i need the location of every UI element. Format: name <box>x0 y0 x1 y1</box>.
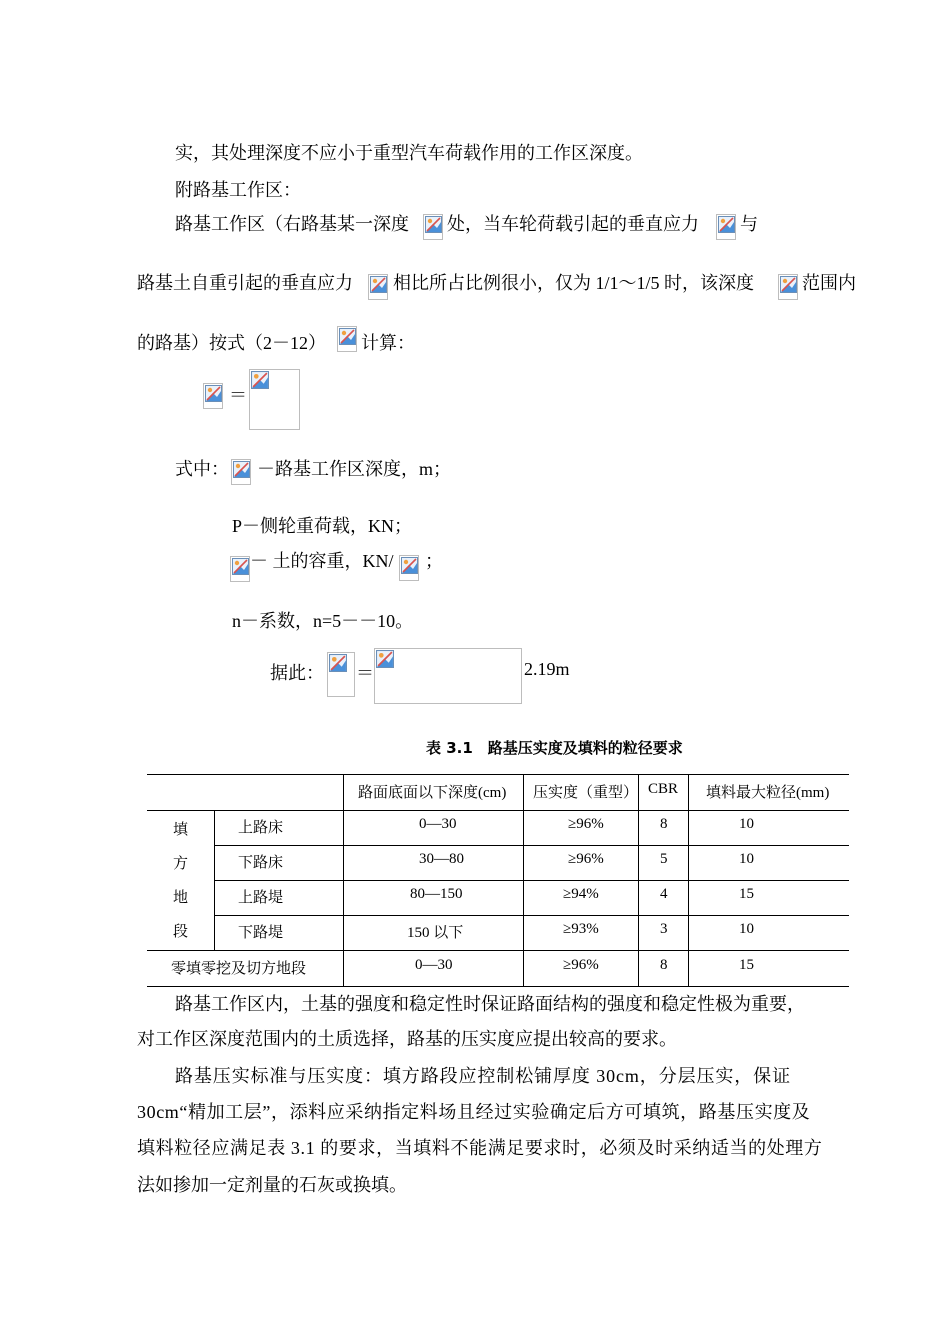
column-header: 路面底面以下深度(cm) <box>358 785 507 801</box>
text-line: 路基土自重引起的垂直应力 <box>137 273 353 293</box>
table-cell: 下路堤 <box>238 925 284 941</box>
text-line: －路基工作区深度，m； <box>257 459 451 479</box>
table-cell: 10 <box>739 921 754 937</box>
text-line: 的路基）按式（2－12） <box>137 333 326 353</box>
text-line: 与 <box>740 214 758 234</box>
column-header: CBR <box>648 781 679 797</box>
formula-image-icon <box>230 556 250 582</box>
text-line: 30cm“精加工层”，添料应采纳指定料场且经过实验确定后方可填筑，路基压实度及 <box>137 1102 811 1122</box>
group-label: 方 <box>173 856 189 872</box>
table-cell: ≥96% <box>568 851 604 867</box>
group-label: 段 <box>173 924 189 940</box>
formula-image-icon <box>374 648 522 704</box>
table-cell: 上路床 <box>238 820 284 836</box>
table-cell: ≥96% <box>568 816 604 832</box>
text-line: P－侧轮重荷载，KN； <box>232 516 413 536</box>
formula-image-icon <box>716 214 736 240</box>
text-line: ； <box>425 551 443 571</box>
text-line: 实，其处理深度不应小于重型汽车荷载作用的工作区深度。 <box>175 143 643 163</box>
table-cell: 下路床 <box>238 855 284 871</box>
result-value: 2.19m <box>524 659 570 679</box>
table-cell: 30—80 <box>419 851 464 867</box>
text-line: 填料粒径应满足表 3.1 的要求，当填料不能满足要求时，必须及时采纳适当的处理方 <box>137 1138 823 1158</box>
formula-image-icon <box>231 459 251 485</box>
text-line: 法如掺加一定剂量的石灰或换填。 <box>137 1175 407 1195</box>
table-cell: 150 以下 <box>407 925 464 941</box>
table-cell: 4 <box>660 886 668 902</box>
group-label: 地 <box>173 890 189 906</box>
formula-image-icon <box>399 555 419 581</box>
table-cell: 10 <box>739 851 754 867</box>
text-line: 路基压实标准与压实度：填方路段应控制松铺厚度 30cm，分层压实，保证 <box>175 1066 791 1086</box>
text-line: 范围内 <box>802 273 856 293</box>
table-cell: ≥94% <box>563 886 599 902</box>
table-cell: 8 <box>660 957 668 973</box>
table-cell: 80—150 <box>410 886 463 902</box>
table-cell: ≥93% <box>563 921 599 937</box>
table-caption: 表 3.1 路基压实度及填料的粒径要求 <box>426 739 683 757</box>
table-cell: 10 <box>739 816 754 832</box>
text-line: 式中： <box>175 459 229 479</box>
table-cell: 0—30 <box>419 816 457 832</box>
formula-image-icon <box>778 274 798 300</box>
formula-image-icon <box>368 274 388 300</box>
table-cell: 15 <box>739 886 754 902</box>
table-cell: 0—30 <box>415 957 453 973</box>
formula-image-icon <box>337 326 357 352</box>
table-cell: 5 <box>660 851 668 867</box>
table-cell: 上路堤 <box>238 890 284 906</box>
formula-image-icon <box>203 383 223 409</box>
text-line: 路基工作区内，土基的强度和稳定性时保证路面结构的强度和稳定性极为重要， <box>175 994 805 1014</box>
text-line: 附路基工作区： <box>175 180 301 200</box>
text-line: 据此： <box>270 663 324 683</box>
text-line: n－系数，n=5－－10。 <box>232 611 414 631</box>
equals-sign: ＝ <box>356 663 374 683</box>
text-line: － 土的容重，KN/ <box>250 551 394 571</box>
text-line: 路基工作区（右路基某一深度 <box>175 214 409 234</box>
text-line: 相比所占比例很小，仅为 1/1～1/5 时，该深度 <box>393 273 755 293</box>
text-line: 处，当车轮荷载引起的垂直应力 <box>447 214 699 234</box>
table-cell: 15 <box>739 957 754 973</box>
table-cell: ≥96% <box>563 957 599 973</box>
text-line: 计算： <box>361 333 415 353</box>
formula-image-icon <box>249 369 300 430</box>
group-label: 填 <box>173 822 189 838</box>
column-header: 填料最大粒径(mm) <box>706 785 830 801</box>
table-cell: 零填零挖及切方地段 <box>171 961 307 977</box>
table-cell: 8 <box>660 816 668 832</box>
formula-image-icon <box>423 214 443 240</box>
column-header: 压实度（重型） <box>533 785 639 801</box>
table-cell: 3 <box>660 921 668 937</box>
equals-sign: ＝ <box>229 385 247 405</box>
text-line: 对工作区深度范围内的土质选择，路基的压实度应提出较高的要求。 <box>137 1029 677 1049</box>
formula-image-icon <box>327 652 355 697</box>
